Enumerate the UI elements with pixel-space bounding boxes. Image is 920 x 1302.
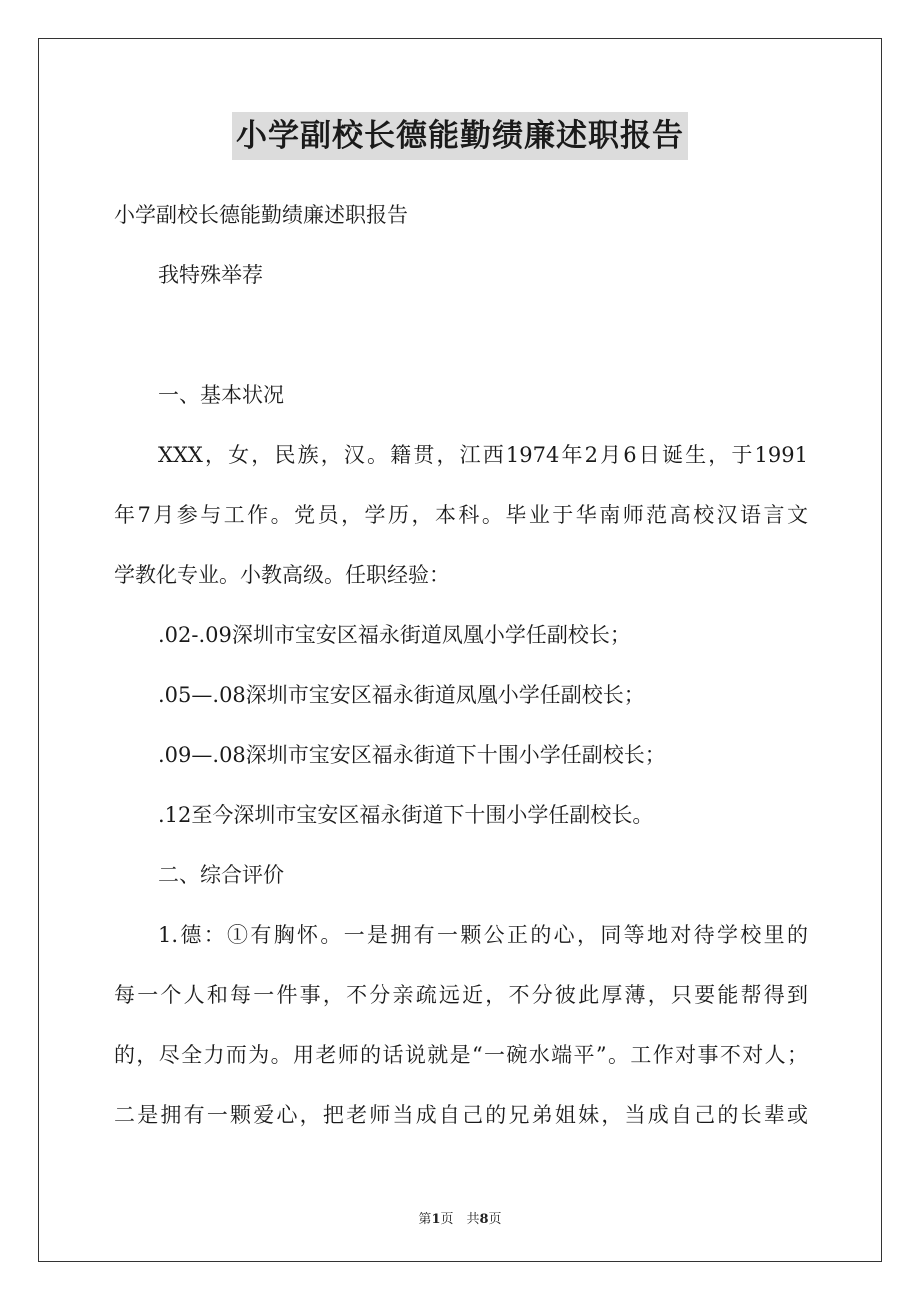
footer-suffix: 页: [488, 1212, 502, 1227]
document-title: 小学副校长德能勤绩廉述职报告: [232, 112, 688, 160]
list-item: .12至今深圳市宝安区福永街道下十围小学任副校长。: [158, 803, 654, 827]
list-item: .09—.08深圳市宝安区福永街道下十围小学任副校长；: [158, 743, 666, 767]
section-heading: 一、基本状况: [158, 383, 284, 407]
page-footer: [0, 1208, 920, 1227]
subtitle-line: 小学副校长德能勤绩廉述职报告: [114, 203, 408, 227]
section-heading: 二、综合评价: [158, 863, 284, 887]
paragraph-line: 的，尽全力而为。用老师的话说就是“一碗水端平”。工作对事不对人；: [114, 1043, 808, 1067]
current-page-number: 1: [431, 1212, 441, 1227]
paragraph-line: 1.德：①有胸怀。一是拥有一颗公正的心，同等地对待学校里的: [158, 923, 808, 947]
footer-mid: 页 共: [440, 1212, 480, 1227]
paragraph-line: 二是拥有一颗爱心，把老师当成自己的兄弟姐妹，当成自己的长辈或: [114, 1103, 808, 1127]
paragraph-line: 年7月参与工作。党员，学历，本科。毕业于华南师范高校汉语言文: [114, 503, 808, 527]
total-page-number: 8: [479, 1212, 489, 1227]
list-item: .02-.09深圳市宝安区福永街道凤凰小学任副校长；: [158, 623, 631, 647]
paragraph-line: 我特殊举荐: [158, 263, 263, 287]
paragraph-line: 每一个人和每一件事，不分亲疏远近，不分彼此厚薄，只要能帮得到: [114, 983, 808, 1007]
paragraph-line: XXX，女，民族，汉。籍贯，江西1974年2月6日诞生，于1991: [158, 443, 808, 467]
footer-prefix: 第: [418, 1212, 432, 1227]
list-item: .05—.08深圳市宝安区福永街道凤凰小学任副校长；: [158, 683, 645, 707]
paragraph-line: 学教化专业。小教高级。任职经验：: [114, 563, 450, 587]
document-title-wrap: [0, 112, 920, 160]
